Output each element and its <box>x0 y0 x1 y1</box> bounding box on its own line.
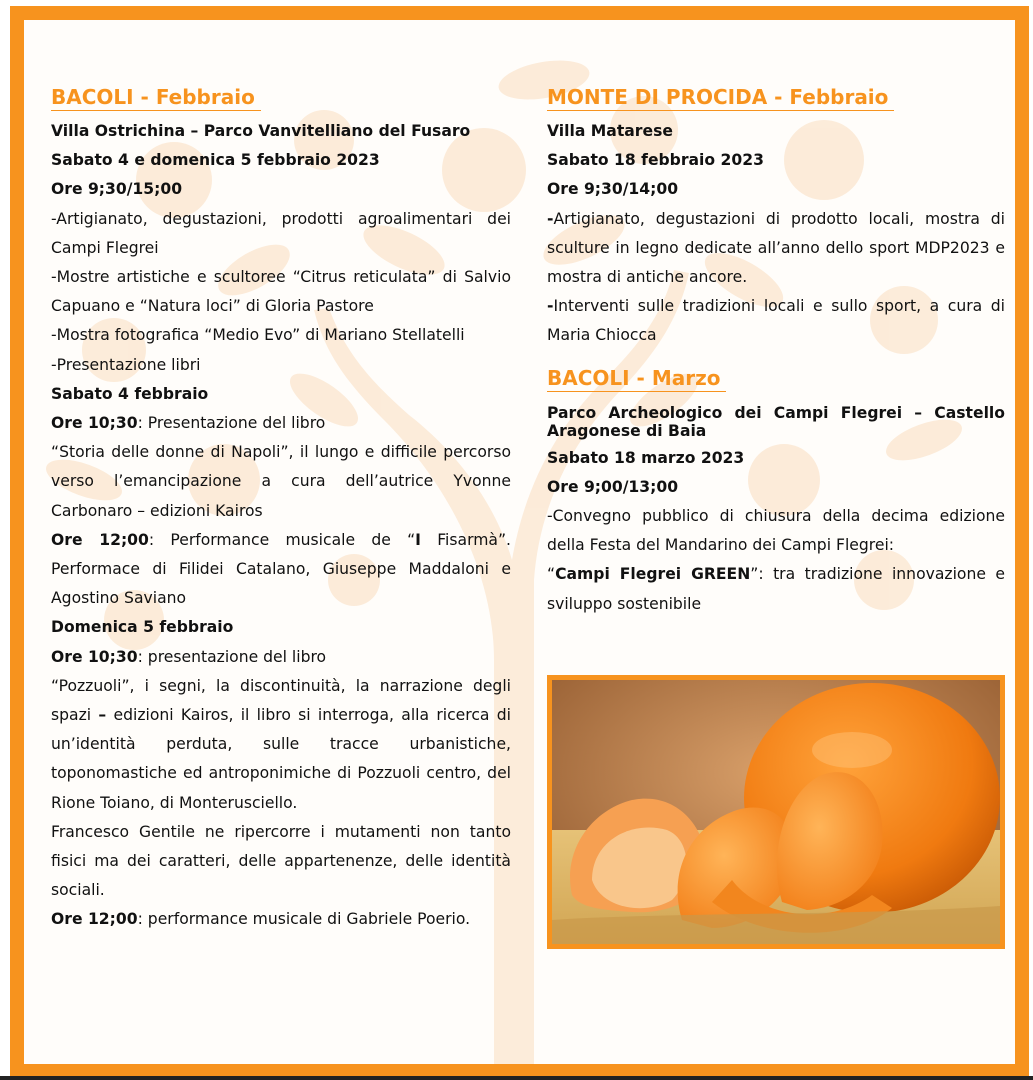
list-item: -Convegno pubblico di chiusura della decima edizione della Festa del Mandarino dei Campi Flegrei: <box>547 507 1005 555</box>
event-time: Ore 12;00 <box>51 530 149 549</box>
dash: – <box>98 706 107 725</box>
group-name: I <box>415 530 421 549</box>
sunday-event-1 <box>51 643 511 672</box>
list-item: -Mostre artistiche e scultoree “Citrus reticulata” di Salvio Capuano e “Natura loci” di Gloria Pastore <box>51 268 511 316</box>
dash: - <box>547 209 554 228</box>
page-frame <box>10 6 1029 1078</box>
list-item <box>547 292 1005 350</box>
venue: Parco Archeologico dei Campi Flegrei – Castello Aragonese di Baia <box>547 403 1005 440</box>
sunday-event-2 <box>51 905 511 934</box>
event-time: Ore 10;30 <box>51 647 138 666</box>
list-item: -Artigianato, degustazioni, prodotti agroalimentari dei Campi Flegrei <box>51 209 511 257</box>
bacoli-feb-heading: BACOLI - Febbraio <box>51 84 261 111</box>
event-date: Sabato 18 marzo 2023 <box>547 448 745 467</box>
right-column <box>547 84 1005 619</box>
venue: Villa Ostrichina – Parco Vanvitelliano del Fusaro <box>51 122 471 140</box>
event-hours: Ore 9;00/13;00 <box>547 477 679 496</box>
quote: “ <box>547 565 556 584</box>
dash: - <box>547 297 554 316</box>
event-time: Ore 10;30 <box>51 414 138 433</box>
event-text: : presentazione del libro <box>137 647 327 666</box>
list-item <box>547 560 1005 618</box>
list-item: -Presentazione libri <box>51 355 201 374</box>
monte-di-procida-heading: MONTE DI PROCIDA - Febbraio <box>547 84 894 111</box>
saturday-event-2 <box>51 526 511 614</box>
event-hours: Ore 9;30/14;00 <box>547 180 679 199</box>
desc-part: edizioni Kairos, il libro si interroga, alla ricerca di un’identità perduta, sulle tracce urbanistiche, toponomastiche ed antroponimiche di Pozzuoli centro, del Rione Toiano, di Monterusciello. <box>51 706 511 812</box>
event-date: Sabato 18 febbraio 2023 <box>547 151 764 170</box>
saturday-title: Sabato 4 febbraio <box>51 384 209 403</box>
item-text: ”: tra tradizione innovazione e sviluppo sostenibile <box>547 565 1006 613</box>
event-dates: Sabato 4 e domenica 5 febbraio 2023 <box>51 151 380 170</box>
bacoli-march-heading: BACOLI - Marzo <box>547 365 726 392</box>
event-text-post: ”. Performace di Filidei Catalano, Giuseppe Maddaloni e Agostino Saviano <box>51 530 512 608</box>
event-time: Ore 12;00 <box>51 910 138 929</box>
event-text: : Performance musicale de “ <box>148 530 416 549</box>
event-text: : Presentazione del libro <box>137 414 326 433</box>
sunday-event-1-desc2: Francesco Gentile ne ripercorre i mutamenti non tanto fisici ma dei caratteri, delle appartenenze, delle identità sociali. <box>51 822 511 900</box>
conference-title: Campi Flegrei GREEN <box>555 565 751 584</box>
group-name-rest: Fisarmà <box>420 530 498 549</box>
item-text: Artigianato, degustazioni di prodotto locali, mostra di sculture in legno dedicate all’anno dello sport MDP2023 e mostra di antiche ancore. <box>547 209 1005 287</box>
list-item: -Mostra fotografica “Medio Evo” di Mariano Stellatelli <box>51 326 465 345</box>
saturday-event-1 <box>51 409 511 438</box>
sunday-title: Domenica 5 febbraio <box>51 618 234 637</box>
left-column <box>51 84 511 935</box>
list-item <box>547 205 1005 293</box>
mandarin-photo <box>547 675 1005 949</box>
item-text: Interventi sulle tradizioni locali e sullo sport, a cura di Maria Chiocca <box>547 297 1005 345</box>
venue: Villa Matarese <box>547 122 673 140</box>
saturday-event-1-desc: “Storia delle donne di Napoli”, il lungo e difficile percorso verso l’emancipazione a cura dell’autrice Yvonne Carbonaro – edizioni Kairos <box>51 443 511 520</box>
event-hours: Ore 9;30/15;00 <box>51 180 183 199</box>
bottom-band <box>0 1076 1033 1080</box>
event-text: : performance musicale di Gabriele Poerio. <box>137 910 471 929</box>
sunday-event-1-desc <box>51 672 511 818</box>
desc-part: “Pozzuoli”, i segni, la discontinuità, la narrazione degli spazi <box>51 676 511 725</box>
